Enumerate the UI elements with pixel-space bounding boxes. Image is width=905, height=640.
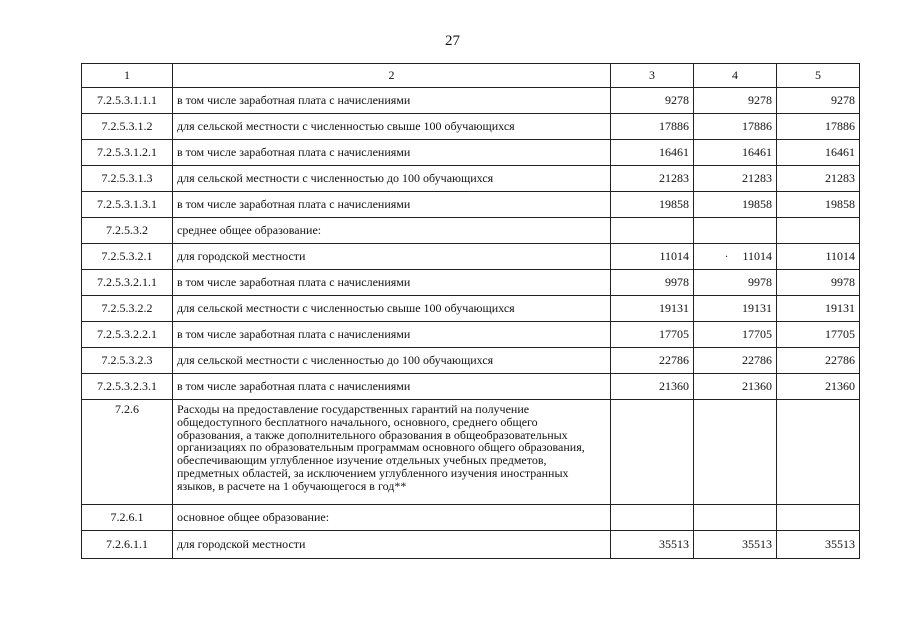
header-col-2: 2 — [173, 64, 611, 88]
table-row — [82, 218, 860, 244]
row-value-col4 — [694, 400, 777, 505]
row-value-col3: 17705 — [611, 322, 694, 348]
scan-dot-mark: · — [724, 249, 729, 263]
table-row — [82, 348, 860, 374]
row-description: в том числе заработная плата с начислениями — [173, 192, 611, 218]
row-code: 7.2.6.1 — [82, 505, 173, 531]
row-description: Расходы на предоставление государственных гарантий на получение общедоступного бесплатного начального, основного, среднего общего образования, а также дополнительного образования в общеобразовательных организациях по образовательным программам основного общего образования, обеспечивающим углубленное изучение отдельных учебных предметов, предметных областей, за исключением углубленного изучения иностранных языков, в расчете на 1 обучающегося в год** — [173, 400, 611, 505]
table-row — [82, 192, 860, 218]
row-value-col4: 17886 — [694, 114, 777, 140]
row-code: 7.2.5.3.1.1.1 — [82, 88, 173, 114]
row-value-col4: 9278 — [694, 88, 777, 114]
row-value-col5 — [777, 505, 860, 531]
budget-table — [81, 63, 860, 559]
row-description: в том числе заработная плата с начислениями — [173, 88, 611, 114]
row-description: среднее общее образование: — [173, 218, 611, 244]
header-col-4: 4 — [694, 64, 777, 88]
row-value-col5: 9278 — [777, 88, 860, 114]
row-value-col4 — [694, 218, 777, 244]
page-number: 27 — [445, 33, 460, 49]
table-row — [82, 166, 860, 192]
row-value-col3: 22786 — [611, 348, 694, 374]
row-value-col4 — [694, 505, 777, 531]
row-value-col5: 21283 — [777, 166, 860, 192]
table-row — [82, 400, 860, 505]
row-code: 7.2.5.3.1.3 — [82, 166, 173, 192]
table-row — [82, 296, 860, 322]
row-code: 7.2.6 — [82, 400, 173, 505]
row-description: в том числе заработная плата с начислениями — [173, 374, 611, 400]
row-value-col3: 9278 — [611, 88, 694, 114]
row-value-col4: 35513 — [694, 531, 777, 559]
row-code: 7.2.5.3.2.2.1 — [82, 322, 173, 348]
row-description: в том числе заработная плата с начислениями — [173, 140, 611, 166]
row-value-col5: 11014 — [777, 244, 860, 270]
row-value-col4 — [694, 244, 777, 270]
table-row — [82, 374, 860, 400]
row-value-col3 — [611, 505, 694, 531]
table-row — [82, 140, 860, 166]
row-value-col5: 21360 — [777, 374, 860, 400]
table-header-row — [82, 64, 860, 88]
row-value-col4: 21360 — [694, 374, 777, 400]
table-row — [82, 114, 860, 140]
row-description: для сельской местности с численностью свыше 100 обучающихся — [173, 296, 611, 322]
table-row — [82, 505, 860, 531]
row-value-col4: 21283 — [694, 166, 777, 192]
table-row — [82, 270, 860, 296]
row-description: основное общее образование: — [173, 505, 611, 531]
table-row — [82, 244, 860, 270]
row-value-col5: 9978 — [777, 270, 860, 296]
row-value-col4: 22786 — [694, 348, 777, 374]
row-code: 7.2.5.3.1.3.1 — [82, 192, 173, 218]
row-value-col5: 16461 — [777, 140, 860, 166]
row-description: для сельской местности с численностью до 100 обучающихся — [173, 348, 611, 374]
row-value-col5 — [777, 400, 860, 505]
row-value-col3: 21360 — [611, 374, 694, 400]
row-value-col3: 19858 — [611, 192, 694, 218]
header-col-3: 3 — [611, 64, 694, 88]
row-value-col3: 11014 — [611, 244, 694, 270]
row-value-col3: 21283 — [611, 166, 694, 192]
row-value-col3: 17886 — [611, 114, 694, 140]
row-value-col5: 35513 — [777, 531, 860, 559]
row-code: 7.2.5.3.2.1.1 — [82, 270, 173, 296]
row-value-col4: 9978 — [694, 270, 777, 296]
row-description: для сельской местности с численностью до 100 обучающихся — [173, 166, 611, 192]
row-value-col3: 19131 — [611, 296, 694, 322]
row-value-col5 — [777, 218, 860, 244]
row-description: в том числе заработная плата с начислениями — [173, 322, 611, 348]
row-value-col3: 16461 — [611, 140, 694, 166]
row-code: 7.2.5.3.2 — [82, 218, 173, 244]
row-code: 7.2.5.3.1.2.1 — [82, 140, 173, 166]
row-code: 7.2.5.3.2.3.1 — [82, 374, 173, 400]
header-col-1: 1 — [82, 64, 173, 88]
row-value-col5: 19131 — [777, 296, 860, 322]
row-value-col5: 17705 — [777, 322, 860, 348]
row-value-col5: 17886 — [777, 114, 860, 140]
row-description: для сельской местности с численностью свыше 100 обучающихся — [173, 114, 611, 140]
row-value-col5: 19858 — [777, 192, 860, 218]
row-value-col4: 19131 — [694, 296, 777, 322]
header-col-5: 5 — [777, 64, 860, 88]
table-row — [82, 531, 860, 559]
row-value-col3: 35513 — [611, 531, 694, 559]
table-row — [82, 322, 860, 348]
row-value-col3 — [611, 218, 694, 244]
row-value-col4-text: 11014 — [742, 249, 772, 263]
row-value-col4: 17705 — [694, 322, 777, 348]
row-description: для городской местности — [173, 531, 611, 559]
row-value-col4: 16461 — [694, 140, 777, 166]
row-value-col4: 19858 — [694, 192, 777, 218]
row-code: 7.2.6.1.1 — [82, 531, 173, 559]
row-value-col5: 22786 — [777, 348, 860, 374]
row-code: 7.2.5.3.2.1 — [82, 244, 173, 270]
row-description: для городской местности — [173, 244, 611, 270]
row-code: 7.2.5.3.2.3 — [82, 348, 173, 374]
table-row — [82, 88, 860, 114]
row-description: в том числе заработная плата с начислениями — [173, 270, 611, 296]
row-code: 7.2.5.3.1.2 — [82, 114, 173, 140]
row-value-col3: 9978 — [611, 270, 694, 296]
row-value-col3 — [611, 400, 694, 505]
row-code: 7.2.5.3.2.2 — [82, 296, 173, 322]
